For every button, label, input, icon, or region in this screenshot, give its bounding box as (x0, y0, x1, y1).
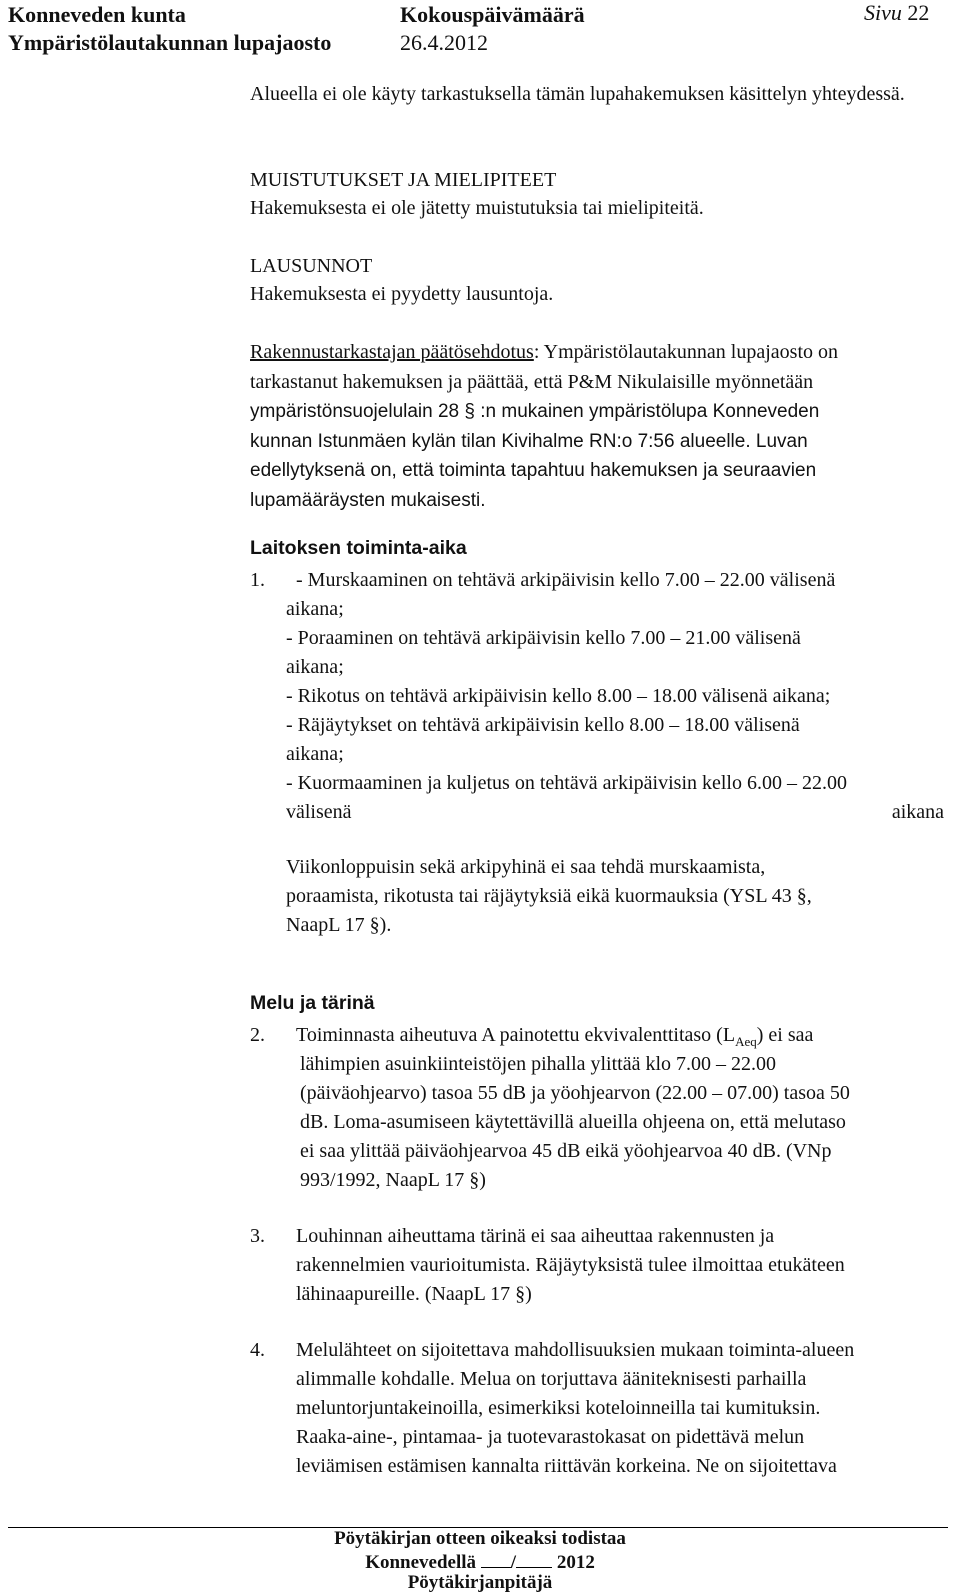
item-4-line-1: Melulähteet on sijoitettava mahdollisuuksien mukaan toiminta-alueen (296, 1339, 855, 1361)
objections-section (250, 166, 945, 222)
item-2-line-2: lähimpien asuinkiinteistöjen pihalla ylittää klo 7.00 – 22.00 (300, 1053, 777, 1075)
item-2-line-1: Toiminnasta aiheutuva A painotettu ekvivalenttitaso $(L_{Aeq})$ ei saa (296, 1024, 814, 1049)
proposal-line-6: lupamääräysten mukaisesti. (250, 489, 486, 511)
hours-last-left: välisenä (286, 801, 352, 823)
laeq-subscript: Aeq (735, 1034, 757, 1049)
board-name: Ympäristölautakunnan lupajaosto (8, 30, 332, 55)
proposal-line-4: kunnan Istunmäen kylän tilan Kivihalme RN:o 7:56 alueelle. Luvan (250, 430, 808, 452)
item-3-line-2: rakennelmien vaurioitumista. Räjäytyksistä tulee ilmoittaa etukäteen (296, 1254, 845, 1276)
item-2-number: 2. (250, 1024, 265, 1046)
hours-line-8: - Kuormaaminen ja kuljetus on tehtävä arkipäivisin kello 6.00 – 22.00 (286, 772, 847, 794)
weekend-line-1: Viikonloppuisin sekä arkipyhinä ei saa tehdä murskaamista, (286, 856, 766, 878)
date-separator: / (510, 1552, 517, 1573)
item-2-line-3: (päiväohjearvo) tasoa 55 dB ja yöohjearvon (22.00 – 07.00) tasoa 50 (300, 1082, 850, 1104)
item-4-line-4: Raaka-aine-, pintamaa- ja tuotevarastokasat on pidettävä melun (296, 1426, 805, 1448)
page-label: Sivu (864, 0, 902, 25)
proposal-line-5: edellytyksenä on, että toiminta tapahtuu hakemuksen ja seuraavien (250, 460, 817, 481)
item-4-line-3: meluntorjuntakeinoilla, esimerkiksi koteloinneilla tai kumituksin. (296, 1397, 821, 1419)
item-3-line-3: lähinaapureille. (NaapL 17 §) (296, 1283, 532, 1305)
proposal-label: Rakennustarkastajan päätösehdotus (250, 341, 534, 363)
meeting-date: 26.4.2012 (400, 30, 488, 55)
hours-line-5: - Rikotus on tehtävä arkipäivisin kello 8.00 – 18.00 välisenä aikana; (286, 685, 831, 707)
page-number: 22 (907, 0, 930, 25)
weekend-line-2: poraamista, rikotusta tai räjäytyksiä eikä kuormauksia (YSL 43 §, (286, 885, 812, 907)
item-2-line-4: dB. Loma-asumiseen käytettävillä alueilla ohjeena on, että melutaso (300, 1111, 846, 1133)
footer-certification: Pöytäkirjan otteen oikeaksi todistaa (334, 1528, 626, 1549)
item-4-line-2: alimmalle kohdalle. Melua on torjuttava ääniteknisesti parhailla (296, 1368, 807, 1390)
statements-heading: LAUSUNNOT (250, 255, 373, 277)
hours-line-6: - Räjäytykset on tehtävä arkipäivisin kello 8.00 – 18.00 välisenä (286, 714, 800, 736)
hours-line-1: - Murskaaminen on tehtävä arkipäivisin kello 7.00 – 22.00 välisenä (296, 569, 836, 591)
item-4-number: 4. (250, 1339, 265, 1361)
statements-text: Hakemuksesta ei pyydetty lausuntoja. (250, 283, 554, 305)
footer-place: Konnevedellä (365, 1552, 477, 1573)
noise-heading: Melu ja tärinä (250, 992, 375, 1014)
hours-line-9 (286, 798, 944, 827)
hours-line-2: aikana; (286, 598, 344, 620)
item-2-line-6: 993/1992, NaapL 17 §) (300, 1169, 486, 1191)
inspection-note: Alueella ei ole käyty tarkastuksella tämän lupahakemuksen käsittelyn yhteydessä. (250, 83, 905, 105)
hours-line-3: - Poraaminen on tehtävä arkipäivisin kello 7.00 – 21.00 välisenä (286, 627, 801, 649)
hours-last-right: aikana (891, 801, 944, 823)
operating-hours-heading: Laitoksen toiminta-aika (250, 537, 467, 559)
objections-heading: MUISTUTUKSET JA MIELIPITEET (250, 169, 557, 191)
operating-hours-number: 1. (250, 569, 265, 591)
item-2-line-5: ei saa ylittää päiväohjearvoa 45 dB eikä yöohjearvoa 40 dB. (VNp (300, 1140, 832, 1162)
footer-year: 2012 (556, 1552, 595, 1573)
proposal-line-2: tarkastanut hakemuksen ja päättää, että P&M Nikulaisille myönnetään (250, 370, 814, 393)
item-3-line-1: Louhinnan aiheuttama tärinä ei saa aiheuttaa rakennusten ja (296, 1225, 775, 1247)
weekend-line-3: NaapL 17 §). (286, 914, 392, 936)
day-blank (481, 1551, 511, 1568)
item-4-line-5: leviämisen estämisen kannalta riittävän korkeina. Ne on sijoitettava (296, 1455, 837, 1477)
proposal-line-3: ympäristönsuojelulain 28 § :n mukainen ympäristölupa Konneveden (250, 401, 820, 422)
footer-place-date (0, 1551, 960, 1574)
hours-line-7: aikana; (286, 743, 344, 765)
proposal-line-1: Rakennustarkastajan päätösehdotus: Ympäristölautakunnan lupajaosto on (250, 341, 839, 363)
month-blank (516, 1551, 552, 1568)
page-indicator (864, 0, 929, 26)
municipality-name: Konneveden kunta (8, 2, 186, 27)
statements-section (250, 252, 945, 308)
meeting-date-label: Kokouspäivämäärä (400, 2, 585, 27)
item-3-number: 3. (250, 1225, 265, 1247)
footer-signer: Pöytäkirjanpitäjä (407, 1572, 553, 1593)
objections-text: Hakemuksesta ei ole jätetty muistutuksia tai mielipiteitä. (250, 197, 704, 219)
decision-proposal (250, 338, 945, 515)
hours-line-4: aikana; (286, 656, 344, 678)
